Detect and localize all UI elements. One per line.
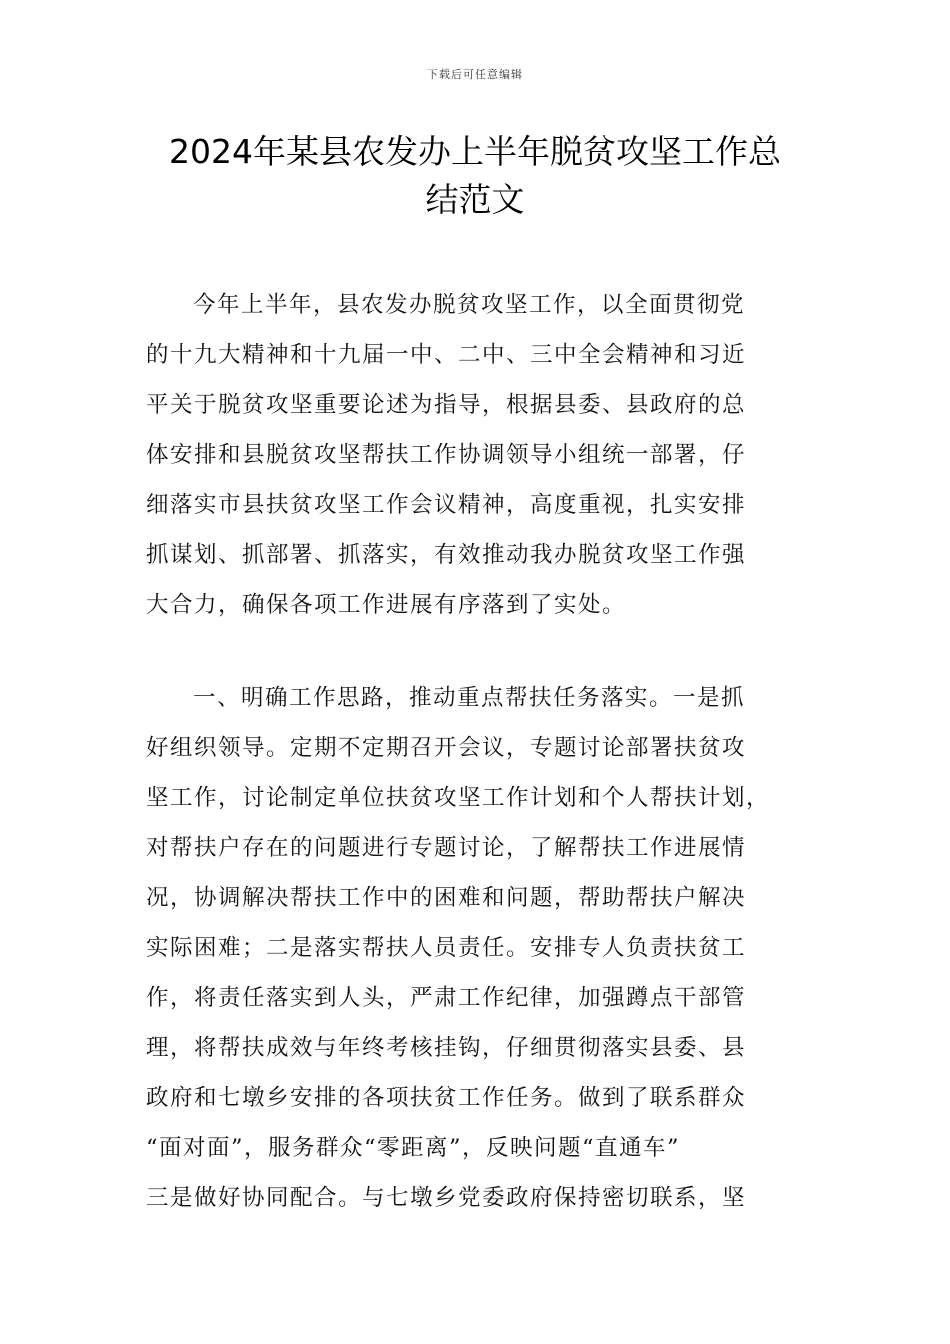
paragraph-section-one (146, 673, 806, 1223)
paragraph-line: 实际困难；二是落实帮扶人员责任。安排专人负责扶贫工 (146, 935, 747, 961)
header-note: 下载后可任意编辑 (427, 68, 523, 81)
paragraph-line: 对帮扶户存在的问题进行专题讨论，了解帮扶工作进展情 (146, 835, 747, 861)
paragraph-line: 今年上半年，县农发办脱贫攻坚工作，以全面贯彻党 (193, 292, 746, 318)
paragraph-line: 抓谋划、抓部署、抓落实，有效推动我办脱贫攻坚工作强 (146, 542, 747, 568)
paragraph-line: 坚工作，讨论制定单位扶贫攻坚工作计划和个人帮扶计划， (146, 785, 771, 811)
paragraph-line: 细落实市县扶贫攻坚工作会议精神，高度重视，扎实安排 (146, 492, 747, 518)
title-line-1: 2024年某县农发办上半年脱贫攻坚工作总 (169, 132, 781, 171)
paragraph-line: 体安排和县脱贫攻坚帮扶工作协调领导小组统一部署，仔 (146, 442, 747, 468)
paragraph-line: 大合力，确保各项工作进展有序落到了实处。 (146, 592, 627, 618)
paragraph-line: 三是做好协同配合。与七墩乡党委政府保持密切联系，坚 (146, 1185, 747, 1211)
paragraph-line: 的十九大精神和十九届一中、二中、三中全会精神和习近 (146, 342, 747, 368)
paragraph-line: 平关于脱贫攻坚重要论述为指导，根据县委、县政府的总 (146, 392, 747, 418)
paragraph-line: 理，将帮扶成效与年终考核挂钩，仔细贯彻落实县委、县 (146, 1035, 747, 1061)
paragraph-intro (146, 280, 806, 630)
paragraph-line: 况，协调解决帮扶工作中的困难和问题，帮助帮扶户解决 (146, 885, 747, 911)
document-title (100, 128, 850, 224)
paragraph-line: 一、明确工作思路，推动重点帮扶任务落实。一是抓 (193, 685, 746, 711)
paragraph-line: 政府和七墩乡安排的各项扶贫工作任务。做到了联系群众 (146, 1085, 747, 1111)
paragraph-line: “面对面”，服务群众“零距离”，反映问题“直通车” (146, 1135, 681, 1161)
title-line-2: 结范文 (425, 180, 525, 219)
paragraph-line: 作，将责任落实到人头，严肃工作纪律，加强蹲点干部管 (146, 985, 747, 1011)
paragraph-line: 好组织领导。定期不定期召开会议，专题讨论部署扶贫攻 (146, 735, 747, 761)
